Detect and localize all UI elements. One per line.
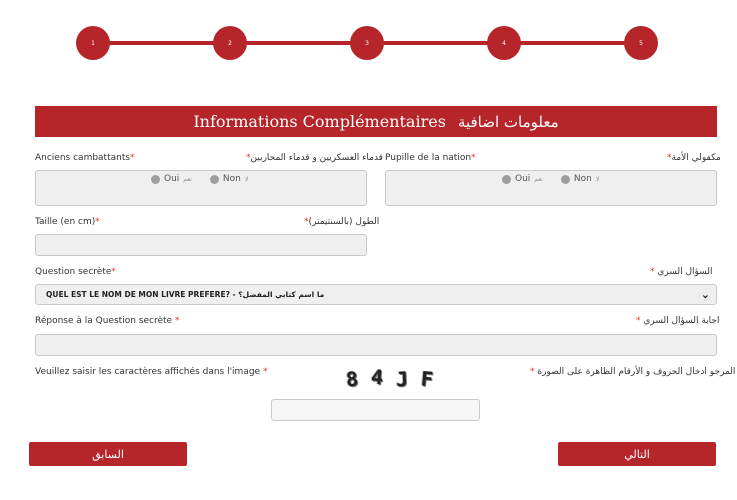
captcha-label-fr: Veuillez saisir les caractères affichés dans l'image * bbox=[35, 367, 268, 377]
previous-button[interactable]: السابق bbox=[29, 442, 187, 466]
secret-answer-input[interactable] bbox=[35, 334, 717, 356]
veterans-no-ar: لا bbox=[244, 175, 249, 183]
banner-title-fr: Informations Complémentaires bbox=[193, 112, 446, 131]
captcha-image bbox=[335, 364, 445, 394]
banner-title-ar: معلومات اضافية bbox=[457, 112, 559, 131]
captcha-char: 8 bbox=[344, 366, 361, 392]
pupille-no-radio[interactable] bbox=[561, 175, 570, 184]
secret-question-select[interactable] bbox=[35, 284, 717, 305]
secret-question-label-ar: السؤال السري * bbox=[650, 267, 713, 277]
captcha-char: J bbox=[395, 366, 410, 392]
pupille-yes-label: Oui bbox=[515, 174, 531, 184]
height-input[interactable] bbox=[35, 234, 367, 256]
veterans-no-label: Non bbox=[222, 174, 241, 184]
secret-answer-label-ar: اجابة السؤال السري * bbox=[636, 316, 720, 326]
section-banner bbox=[35, 106, 717, 137]
pupille-label-ar: مكفولي الأمة* bbox=[667, 153, 721, 163]
secret-question-label-fr: Question secrète* bbox=[35, 267, 116, 277]
pupille-radio-group bbox=[502, 174, 599, 184]
height-label-fr: Taille (en cm)* bbox=[35, 217, 100, 227]
veterans-yes-radio[interactable] bbox=[151, 175, 160, 184]
veterans-yes-label: Oui bbox=[164, 174, 180, 184]
veterans-yes-ar: نعم bbox=[183, 175, 192, 183]
step-3[interactable]: 3 bbox=[350, 26, 384, 60]
secret-answer-label-fr: Réponse à la Question secrète * bbox=[35, 316, 180, 326]
step-1[interactable]: 1 bbox=[76, 26, 110, 60]
chevron-down-icon: ⌄ bbox=[700, 288, 710, 301]
pupille-yes-radio[interactable] bbox=[502, 175, 511, 184]
progress-stepper bbox=[76, 26, 658, 60]
step-5[interactable]: 5 bbox=[624, 26, 658, 60]
veterans-radio-group bbox=[151, 174, 248, 184]
captcha-char: 4 bbox=[370, 364, 385, 390]
captcha-label-ar: المرجو ادخال الحروف و الأرقام الظاهرة على الصورة * bbox=[530, 367, 736, 377]
pupille-yes-ar: نعم bbox=[534, 175, 543, 183]
step-4[interactable]: 4 bbox=[487, 26, 521, 60]
captcha-input[interactable] bbox=[271, 399, 480, 421]
next-button[interactable]: التالي bbox=[558, 442, 716, 466]
pupille-no-ar: لا bbox=[595, 175, 600, 183]
captcha-char: F bbox=[420, 366, 436, 392]
veterans-no-radio[interactable] bbox=[210, 175, 219, 184]
pupille-no-label: Non bbox=[573, 174, 592, 184]
pupille-label-fr: Pupille de la nation* bbox=[385, 153, 476, 163]
veterans-label-ar: قدماء العسكريين و قدماء المحاربين* bbox=[246, 153, 383, 163]
step-2[interactable]: 2 bbox=[213, 26, 247, 60]
secret-question-value: QUEL EST LE NOM DE MON LIVRE PREFERE? - ما اسم كتابي المفضل؟ bbox=[46, 290, 325, 299]
veterans-label-fr: Anciens cambattants* bbox=[35, 153, 135, 163]
height-label-ar: الطول (بالسنتيمتر)* bbox=[304, 217, 380, 227]
